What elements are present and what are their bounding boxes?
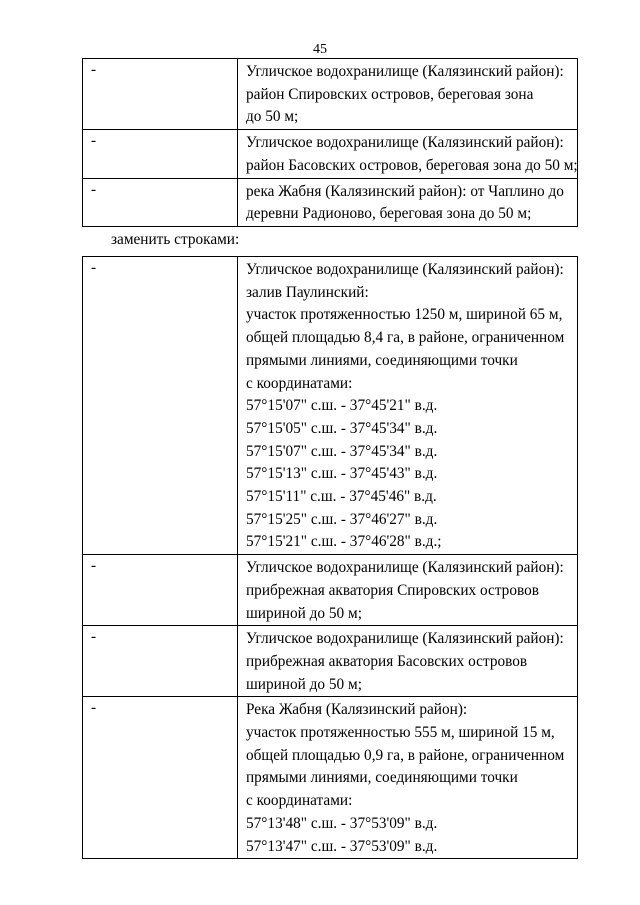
row-marker: - [83, 257, 238, 555]
coordinate-line: 57°15'13" с.ш. - 37°45'43" в.д. [246, 465, 438, 483]
coordinate-line: 57°13'48" с.ш. - 37°53'09" в.д. [246, 814, 438, 832]
table-row [83, 697, 578, 859]
text-line: река Жабня (Калязинский район): от Чаплино до [246, 182, 564, 200]
text-line: с координатами: [246, 374, 353, 392]
coordinate-line: 57°15'07" с.ш. - 37°45'21" в.д. [246, 397, 438, 415]
text-line: прямыми линиями, соединяющими точки [246, 351, 518, 369]
text-line: шириной до 50 м; [246, 675, 362, 693]
row-text [238, 59, 578, 130]
text-line: залив Паулинский: [246, 283, 369, 301]
table-row [83, 555, 578, 626]
text-line: Угличское водохранилище (Калязинский район): [246, 63, 564, 80]
replacement-rows-table [82, 256, 578, 859]
coordinate-line: 57°15'07" с.ш. - 37°45'34" в.д. [246, 442, 438, 460]
text-line: прибрежная акватория Басовских островов [246, 652, 528, 670]
table-row [83, 626, 578, 697]
row-marker: - [83, 697, 238, 859]
table-row [83, 178, 578, 226]
table-row [83, 130, 578, 178]
row-text [238, 626, 578, 697]
text-line: общей площадью 8,4 га, в районе, ограниченном [246, 329, 565, 347]
row-text [238, 555, 578, 626]
row-marker: - [83, 178, 238, 226]
text-line: Угличское водохранилище (Калязинский район): [246, 630, 564, 648]
row-marker: - [83, 59, 238, 130]
text-line: район Басовских островов, береговая зона до 50 м; [246, 156, 578, 174]
text-line: участок протяженностью 1250 м, шириной 65 м, [246, 306, 563, 324]
text-line: прибрежная акватория Спировских островов [246, 581, 539, 599]
coordinate-line: 57°15'25" с.ш. - 37°46'27" в.д. [246, 510, 438, 528]
row-marker: - [83, 130, 238, 178]
text-line: общей площадью 0,9 га, в районе, ограниченном [246, 746, 565, 764]
text-line: район Спировских островов, береговая зона [246, 85, 534, 103]
text-line: Угличское водохранилище (Калязинский район): [246, 559, 564, 577]
coordinate-line: 57°15'11" с.ш. - 37°45'46" в.д. [246, 488, 437, 506]
row-text [238, 130, 578, 178]
text-line: прямыми линиями, соединяющими точки [246, 769, 518, 787]
coordinate-line: 57°15'05" с.ш. - 37°45'34" в.д. [246, 419, 438, 437]
row-text [238, 697, 578, 859]
replace-with-label: заменить строками: [111, 231, 240, 248]
table-row [83, 257, 578, 555]
row-marker: - [83, 555, 238, 626]
text-line: Река Жабня (Калязинский район): [246, 701, 468, 719]
row-text [238, 257, 578, 555]
page-number: 45 [313, 42, 327, 57]
text-line: с координатами: [246, 792, 353, 810]
coordinate-line: 57°15'21" с.ш. - 37°46'28" в.д.; [246, 533, 442, 551]
text-line: Угличское водохранилище (Калязинский район): [246, 261, 564, 278]
text-line: Угличское водохранилище (Калязинский район): [246, 134, 564, 152]
original-rows-table [82, 58, 578, 227]
text-line: участок протяженностью 555 м, шириной 15 м, [246, 724, 555, 742]
coordinate-line: 57°13'47" с.ш. - 37°53'09" в.д. [246, 837, 438, 855]
text-line: деревни Радионово, береговая зона до 50 м; [246, 205, 532, 223]
row-marker: - [83, 626, 238, 697]
text-line: шириной до 50 м; [246, 604, 362, 622]
row-text [238, 178, 578, 226]
table-row [83, 59, 578, 130]
text-line: до 50 м; [246, 108, 299, 126]
